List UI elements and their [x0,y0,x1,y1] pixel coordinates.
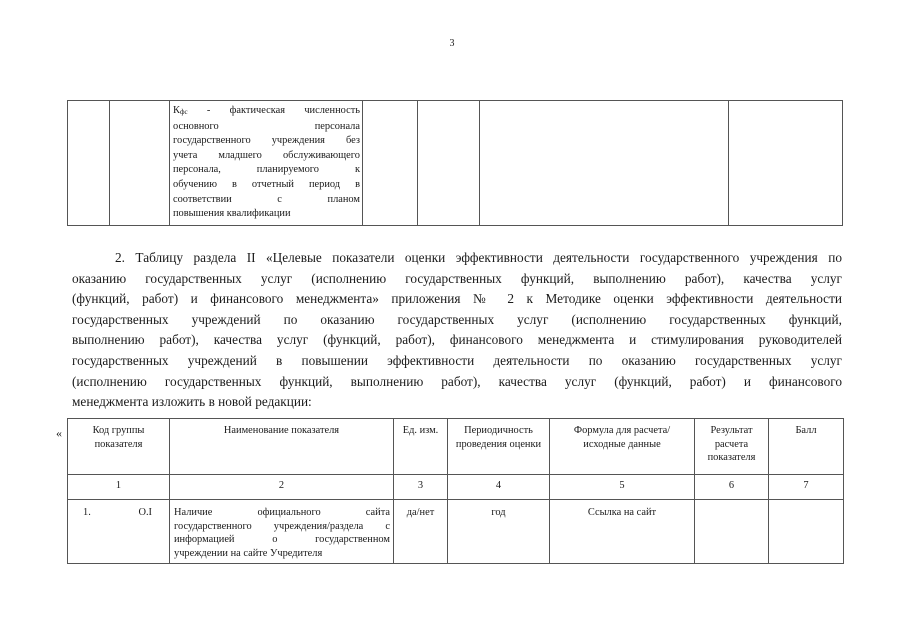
formula-cell: Ссылка на сайт [550,500,695,564]
header-cell-formula: Формула для расчета/исходные данные [550,419,695,475]
page-number: 3 [449,38,455,49]
cell-line: повышения квалификации [173,208,291,220]
code-cell [68,500,170,564]
continuation-table [67,100,843,226]
score-cell [769,500,844,564]
header-cell-code: Код группы показателя [68,419,170,475]
table-cell [110,101,170,226]
cell-line [173,104,360,120]
paragraph-line: государственных учреждений в повышении эффективности деятельности по оказанию государственных услуг [72,352,842,368]
amendment-paragraph [72,248,842,413]
paragraph-line: (функций, работ) и финансового менеджмента» приложения № 2 к Методике оценки эффективности деятельности [72,291,842,307]
paragraph-line: менеджмента изложить в новой редакции: [72,394,312,410]
paragraph-line: оказанию государственных услуг (исполнению государственных функций, выполнению работ), качества услуг [72,270,842,286]
indicator-name-cell [170,500,394,564]
table-cell [480,101,729,226]
group-code: О.I [138,507,152,518]
table-cell [729,101,843,226]
column-number: 6 [695,475,769,500]
cell-line: государственного учреждения/раздела с [174,520,390,532]
header-cell-periodicity: Периодичность проведения оценки [448,419,550,475]
column-number: 5 [550,475,695,500]
cell-line: информацией о государственном [174,534,390,546]
column-number: 1 [68,475,170,500]
column-number: 7 [769,475,844,500]
cell-line: государственного учреждения без [173,135,360,147]
header-cell-name: Наименование показателя [170,419,394,475]
cell-line: Наличие официального сайта [174,507,390,518]
column-number: 4 [448,475,550,500]
table-row [68,101,843,226]
header-cell-unit: Ед. изм. [394,419,448,475]
unit-cell: да/нет [394,500,448,564]
table-cell [418,101,480,226]
periodicity-cell: год [448,500,550,564]
column-number: 3 [394,475,448,500]
cell-line: учета младшего обслуживающего [173,149,360,161]
table-cell [68,101,110,226]
result-cell [695,500,769,564]
cell-line: персонала, планируемого к [173,164,360,176]
paragraph-line: 2. Таблицу раздела II «Целевые показатели оценки эффективности деятельности государственного учреждения по [115,250,842,265]
cell-line-text: - фактическая численность [187,105,360,116]
row-number: 1. [83,507,91,518]
cell-line: основного персонала [173,120,360,132]
indicators-table [67,418,844,564]
formula-description-cell [170,101,363,226]
header-cell-score: Балл [769,419,844,475]
header-cell-result: Результат расчета показателя [695,419,769,475]
table-row [68,500,844,564]
paragraph-line: государственных учреждений по оказанию государственных услуг (исполнению государственных функций, [72,311,842,327]
k-symbol: К [173,105,180,116]
paragraph-line: (исполнению государственных функций, выполнению работ), качества услуг (функций, работ) и финансового [72,373,842,389]
cell-line: учреждении на сайте Учредителя [174,547,323,559]
opening-quote: « [56,426,62,440]
column-number: 2 [170,475,394,500]
table-cell [363,101,418,226]
cell-line: соответствии с планом [173,193,360,205]
table-header-row [68,419,844,475]
paragraph-line: выполнению работ), качества услуг (функций, работ), финансового менеджмента и стимулирования руководителей [72,332,842,348]
k-subscript: фс [179,108,188,116]
column-number-row [68,475,844,500]
cell-line: обучению в отчетный период в [173,178,360,190]
